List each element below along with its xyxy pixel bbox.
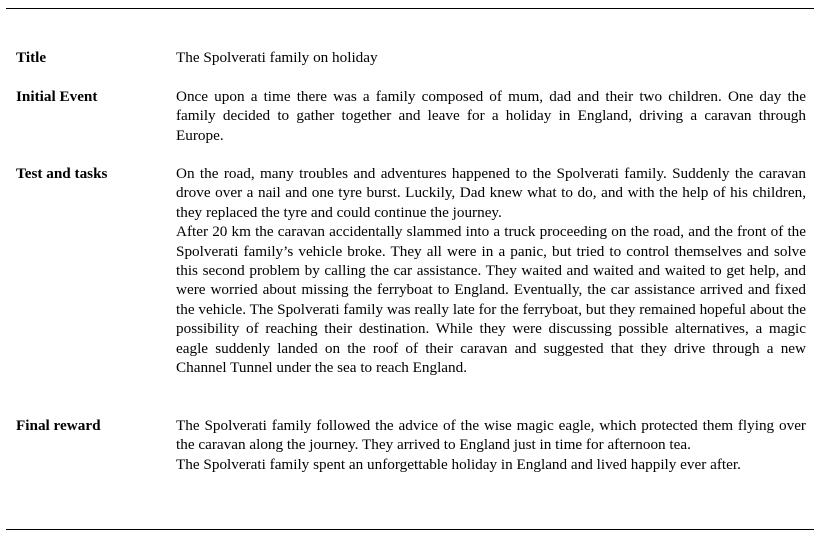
test-and-tasks-paragraph-2: After 20 km the caravan accidentally slammed into a truck proceeding on the road, and the front of the Spolverati family’s vehicle broke. They all were in a panic, but tried to control themselves and solve this second problem by calling the car assistance. They waited and waited and waited to get help, and were worried about missing the ferryboat to England. Eventually, the car assistance arrived and fixed the vehicle. The Spolverati family was really late for the ferryboat, but they remained hopeful about the possibility of reaching their destination. While they were discussing possible alternatives, a magic eagle suddenly landed on the roof of their caravan and suggested that they drive through a new Channel Tunnel under the sea to reach England.	[176, 223, 806, 377]
story-title-text: The Spolverati family on holiday	[176, 49, 378, 66]
row-content-initial-event	[176, 87, 806, 145]
row-label-test-and-tasks: Test and tasks	[16, 165, 108, 182]
final-reward-paragraph-2: The Spolverati family spent an unforgettable holiday in England and lived happily ever after.	[176, 455, 741, 473]
row-label-initial-event: Initial Event	[16, 88, 98, 105]
test-and-tasks-paragraph-1: On the road, many troubles and adventures happened to the Spolverati family. Suddenly the caravan drove over a nail and one tyre burst. Luckily, Dad knew what to do, and with the help of his children, they replaced the tyre and could continue the journey.	[176, 165, 806, 221]
row-content-test-and-tasks	[176, 164, 806, 377]
row-label-final-reward: Final reward	[16, 417, 101, 434]
final-reward-paragraph-1: The Spolverati family followed the advice of the wise magic eagle, which protected them flying over the caravan along the journey. They arrived to England just in time for afternoon tea.	[176, 417, 806, 454]
table-bottom-rule	[6, 529, 814, 530]
table-top-rule	[6, 8, 814, 9]
row-content-title	[176, 48, 806, 67]
row-label-title: Title	[16, 49, 47, 66]
initial-event-text: Once upon a time there was a family composed of mum, dad and their two children. One day the family decided to gather together and leave for a holiday in England, driving a caravan through Europe.	[176, 88, 806, 144]
row-content-final-reward	[176, 416, 806, 474]
